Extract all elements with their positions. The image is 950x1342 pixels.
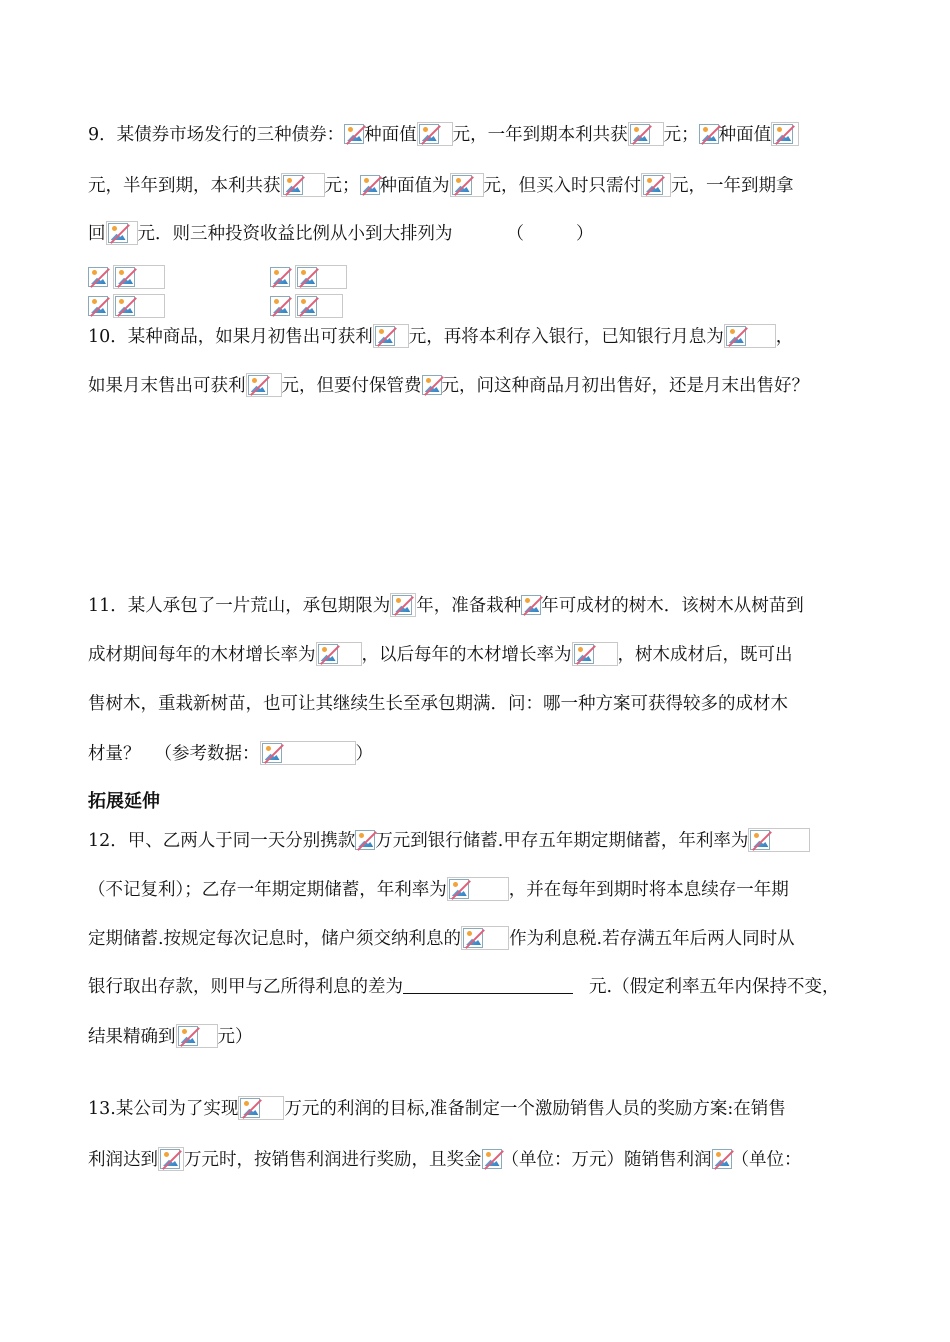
formula-image-icon <box>712 1149 732 1169</box>
q10-text: 10．某种商品，如果月初售出可获利 <box>88 327 373 347</box>
formula-image-box <box>238 1096 284 1120</box>
formula-image-box <box>628 122 664 146</box>
q11-line-3 <box>88 692 788 716</box>
q12-line-1 <box>88 828 810 853</box>
formula-image-icon <box>360 175 380 195</box>
formula-image-icon <box>422 375 442 395</box>
q13-text: （单位：万元）随销售利润 <box>501 1150 712 1170</box>
q12-text: 元） <box>217 1027 253 1047</box>
q11-text: ，以后每年的木材增长率为 <box>361 645 572 665</box>
q9-text: 9．某债券市场发行的三种债券： <box>88 125 345 145</box>
q11-text: 11．某人承包了一片荒山，承包期限为 <box>88 596 391 616</box>
option-formula-box <box>113 265 165 289</box>
q12-line-4 <box>88 975 840 999</box>
q10-line-1 <box>88 324 793 349</box>
formula-image-box <box>158 1147 184 1171</box>
answer-paren-open: （ <box>506 224 524 244</box>
option-label-icon <box>270 296 290 316</box>
q10-text: ， <box>775 327 794 347</box>
q11-text: （参考数据： <box>154 744 260 764</box>
q9-text: 种面值为 <box>379 176 450 196</box>
q13-text: 13.某公司为了实现 <box>88 1099 239 1119</box>
q13-text: （单位： <box>731 1150 802 1170</box>
q12-text: 万元到银行储蓄.甲存五年期定期储蓄，年利率为 <box>375 831 749 851</box>
section-heading: 拓展延伸 <box>88 791 160 812</box>
formula-image-box <box>461 926 509 950</box>
q10-text: 元，问这种商品月初出售好，还是月末出售好？ <box>441 376 809 396</box>
q11-text: 年可成材的树木．该树木从树苗到 <box>541 596 804 616</box>
q11-line-1 <box>88 593 804 618</box>
q11-text: 售树木，重栽新树苗，也可让其继续生长至承包期满．问：哪一种方案可获得较多的成材木 <box>88 694 788 714</box>
q9-text: 元，一年到期本利共获 <box>452 125 628 145</box>
formula-image-box <box>316 642 362 666</box>
q13-text: 万元的利润的目标,准备制定一个激励销售人员的奖励方案:在销售 <box>284 1099 786 1119</box>
formula-image-box <box>724 324 776 348</box>
option-formula-box <box>113 294 165 318</box>
q13-text: 利润达到 <box>88 1150 158 1170</box>
formula-image-box <box>572 642 618 666</box>
formula-image-icon <box>699 124 719 144</box>
formula-image-box <box>176 1024 218 1048</box>
q9-text: 种面值 <box>364 125 417 145</box>
q9-line-1 <box>88 122 799 147</box>
q9-text: 回 <box>88 224 106 244</box>
formula-image-box <box>748 828 810 852</box>
formula-image-box <box>281 173 325 197</box>
q10-text: 元，但要付保管费 <box>281 376 422 396</box>
formula-image-icon <box>521 595 541 615</box>
q9-line-3 <box>88 221 594 246</box>
q12-line-5 <box>88 1024 253 1049</box>
q12-line-2 <box>88 877 789 902</box>
formula-image-box <box>417 122 453 146</box>
q12-text: 定期储蓄.按规定每次记息时，储户须交纳利息的 <box>88 929 462 949</box>
option-formula-box <box>295 265 347 289</box>
option-d[interactable] <box>270 294 343 318</box>
q12-text: 作为利息税.若存满五年后两人同时从 <box>509 929 795 949</box>
formula-image-box <box>260 741 356 765</box>
formula-image-box <box>771 122 799 146</box>
q9-text: 元； <box>663 125 699 145</box>
q9-text: 元，一年到期拿 <box>671 176 794 196</box>
q11-text: 材量？ <box>88 744 141 764</box>
q10-line-2 <box>88 373 809 398</box>
option-label-icon <box>88 296 108 316</box>
q11-text: 年，准备栽种 <box>416 596 522 616</box>
formula-image-box <box>390 593 416 617</box>
formula-image-icon <box>482 1149 502 1169</box>
q12-text: （不记复利）；乙存一年期定期储蓄，年利率为 <box>88 880 447 900</box>
q12-text: 12．甲、乙两人于同一天分别携款 <box>88 831 356 851</box>
q11-line-2 <box>88 642 793 667</box>
q11-text: 成材期间每年的木材增长率为 <box>88 645 316 665</box>
formula-image-box <box>641 173 671 197</box>
q10-text: 如果月末售出可获利 <box>88 376 246 396</box>
q11-line-4 <box>88 741 373 766</box>
formula-image-box <box>450 173 484 197</box>
q13-text: 万元时，按销售利润进行奖励，且奖金 <box>184 1150 482 1170</box>
q12-text: 结果精确到 <box>88 1027 176 1047</box>
q10-text: 元，再将本利存入银行，已知银行月息为 <box>408 327 724 347</box>
option-c[interactable] <box>88 294 165 318</box>
option-a[interactable] <box>88 265 165 289</box>
q9-text: 种面值 <box>718 125 772 145</box>
q12-text: 银行取出存款，则甲与乙所得利息的差为 <box>88 977 403 997</box>
q9-text: 元，但买入时只需付 <box>483 176 641 196</box>
answer-paren-close: ） <box>576 224 594 244</box>
option-formula-box <box>295 294 343 318</box>
q11-text: ，树木成材后，既可出 <box>617 645 793 665</box>
formula-image-icon <box>355 830 375 850</box>
q13-line-1 <box>88 1096 786 1121</box>
q11-text: ） <box>355 744 373 764</box>
q9-text: 元，半年到期，本利共获 <box>88 176 281 196</box>
option-b[interactable] <box>270 265 347 289</box>
formula-image-box <box>106 221 138 245</box>
q13-line-2 <box>88 1147 802 1172</box>
answer-blank[interactable] <box>403 979 573 994</box>
q9-text: 元； <box>324 176 360 196</box>
q12-text: ，并在每年到期时将本息续存一年期 <box>508 880 789 900</box>
option-label-icon <box>270 267 290 287</box>
formula-image-box <box>373 324 409 348</box>
formula-image-box <box>246 373 282 397</box>
option-label-icon <box>88 267 108 287</box>
q12-line-3 <box>88 926 795 951</box>
q9-text: 元．则三种投资收益比例从小到大排列为 <box>137 224 453 244</box>
formula-image-box <box>447 877 509 901</box>
q9-line-2 <box>88 173 794 198</box>
q12-text: 元.（假定利率五年内保持不变， <box>589 977 840 997</box>
formula-image-icon <box>344 124 364 144</box>
